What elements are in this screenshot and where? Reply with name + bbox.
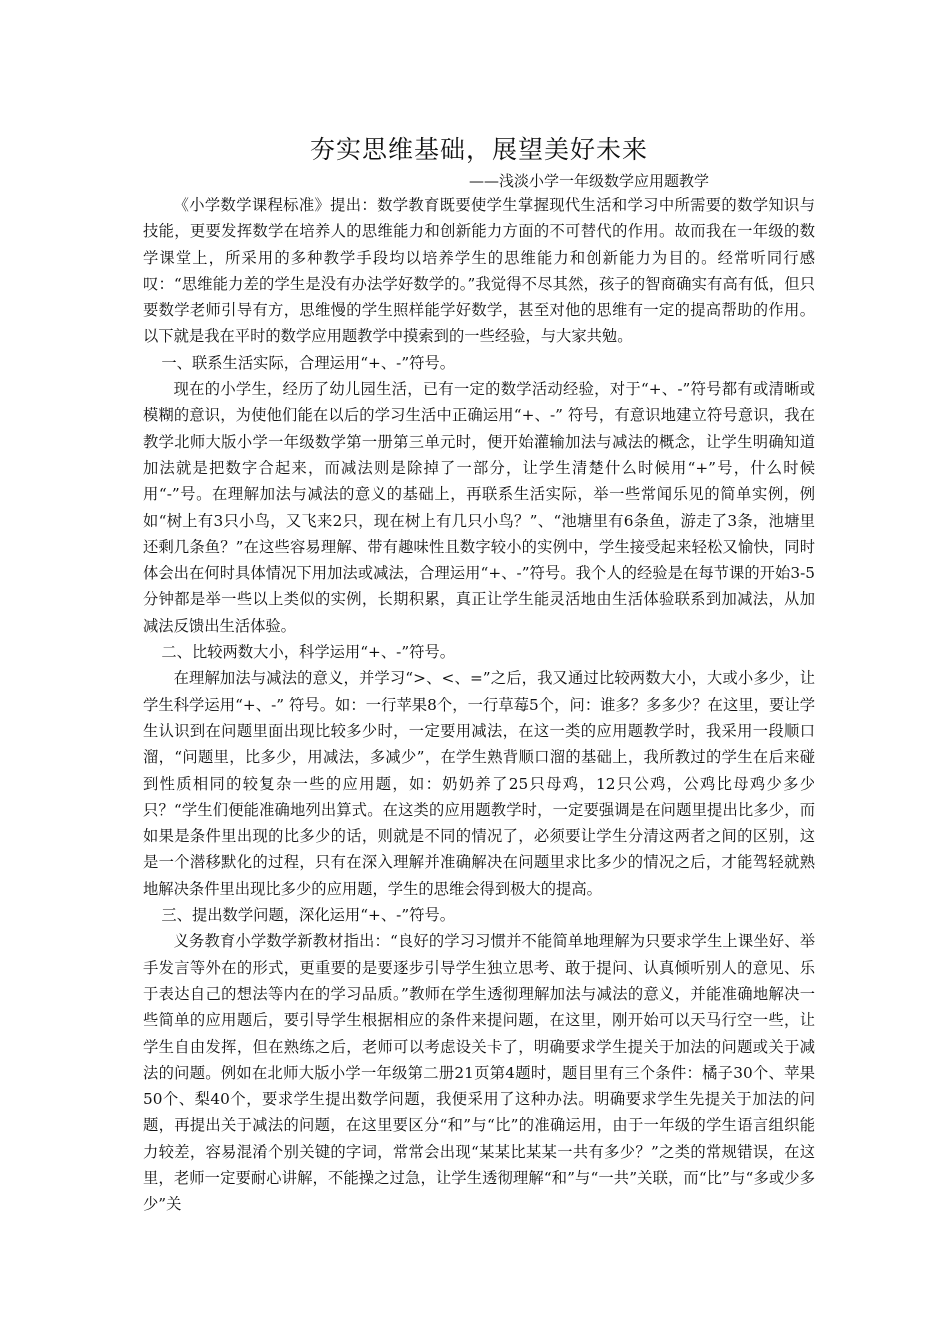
document-page: [143, 130, 815, 1218]
section-body-1: 现在的小学生，经历了幼儿园生活，已有一定的数学活动经验，对于“+、-”符号都有或清晰或模糊的意识，为使他们能在以后的学习生活中正确运用“+、-” 符号，有意识地建立符号意识，我在教学北师大版小学一年级数学第一册第三单元时，便开始灌输加法与减法的概念，让学生明确知道加法就是把数字合起来，而减法则是除掉了一部分，让学生清楚什么时候用“+”号，什么时候用“-”号。在理解加法与减法的意义的基础上，再联系生活实际，举一些常闻乐见的简单实例，例如“树上有3只小鸟，又飞来2只，现在树上有几只小鸟？”、“池塘里有6条鱼，游走了3条，池塘里还剩几条鱼？”在这些容易理解、带有趣味性且数字较小的实例中，学生接受起来轻松又愉快，同时体会出在何时具体情况下用加法或减法，合理运用“+、-”符号。我个人的经验是在每节课的开始3-5分钟都是举一些以上类似的实例，长期积累，真正让学生能灵活地由生活体验联系到加减法，从加减法反馈出生活体验。: [143, 380, 815, 635]
section-heading-1: 一、联系生活实际，合理运用“+、-”符号。: [161, 353, 456, 372]
section-heading-3: 三、提出数学问题，深化运用“+、-”符号。: [161, 906, 456, 925]
document-title: 夯实思维基础，展望美好未来: [309, 135, 648, 164]
section-body-3: 义务教育小学数学新教材指出：“良好的学习习惯并不能简单地理解为只要求学生上课坐好、举手发言等外在的形式，更重要的是要逐步引导学生独立思考、敢于提问、认真倾听别人的意见、乐于表达自己的想法等内在的学习品质。”教师在学生透彻理解加法与减法的意义，并能准确地解决一些简单的应用题后，要引导学生根据相应的条件来提问题，在这里，刚开始可以天马行空一些，让学生自由发挥，但在熟练之后，老师可以考虑设关卡了，明确要求学生提关于加法的问题或关于减法的问题。例如在北师大版小学一年级第二册21页第4题时，题目里有三个条件：橘子30个、苹果50个、梨40个，要求学生提出数学问题，我便采用了这种办法。明确要求学生先提关于加法的问题，再提出关于减法的问题，在这里要区分“和”与“比”的准确运用，由于一年级的学生语言组织能力较差，容易混淆个别关键的字词，常常会出现“某某比某某一共有多少？”之类的常规错误，在这里，老师一定要耐心讲解，不能操之过急，让学生透彻理解“和”与“一共”关联，而“比”与“多或少多少”关: [143, 932, 815, 1214]
intro-paragraph: 《小学数学课程标准》提出：数学教育既要使学生掌握现代生活和学习中所需要的数学知识与技能，更要发挥数学在培养人的思维能力和创新能力方面的不可替代的作用。故而我在一年级的数学课堂上，所采用的多种教学手段均以培养学生的思维能力和创新能力为目的。经常听同行感叹：“思维能力差的学生是没有办法学好数学的。”我觉得不尽其然，孩子的智商确实有高有低，但只要数学老师引导有方，思维慢的学生照样能学好数学，甚至对他的思维有一定的提高帮助的作用。以下就是我在平时的数学应用题教学中摸索到的一些经验，与大家共勉。: [143, 196, 815, 346]
section-heading-2: 二、比较两数大小，科学运用“+、-”符号。: [161, 643, 456, 662]
section-body-2: 在理解加法与减法的意义，并学习“>、<、=”之后，我又通过比较两数大小，大或小多少，让学生科学运用“+、-” 符号。如：一行苹果8个，一行草莓5个，问：谁多？多多少？在这里，要让学生认识到在问题里面出现比较多少时，一定要用减法，在这一类的应用题教学时，我采用一段顺口溜，“问题里，比多少，用减法，多减少”，在学生熟背顺口溜的基础上，我所教过的学生在后来碰到性质相同的较复杂一些的应用题，如：奶奶养了25只母鸡，12只公鸡，公鸡比母鸡少多少只？“学生们便能准确地列出算式。在这类的应用题教学时，一定要强调是在问题里提出比多少，而如果是条件里出现的比多少的话，则就是不同的情况了，必须要让学生分清这两者之间的区别，这是一个潜移默化的过程，只有在深入理解并准确解决在问题里求比多少的情况之后，才能驾轻就熟地解决条件里出现比多少的应用题，学生的思维会得到极大的提高。: [143, 669, 815, 898]
document-subtitle: ——浅淡小学一年级数学应用题教学: [468, 172, 709, 190]
